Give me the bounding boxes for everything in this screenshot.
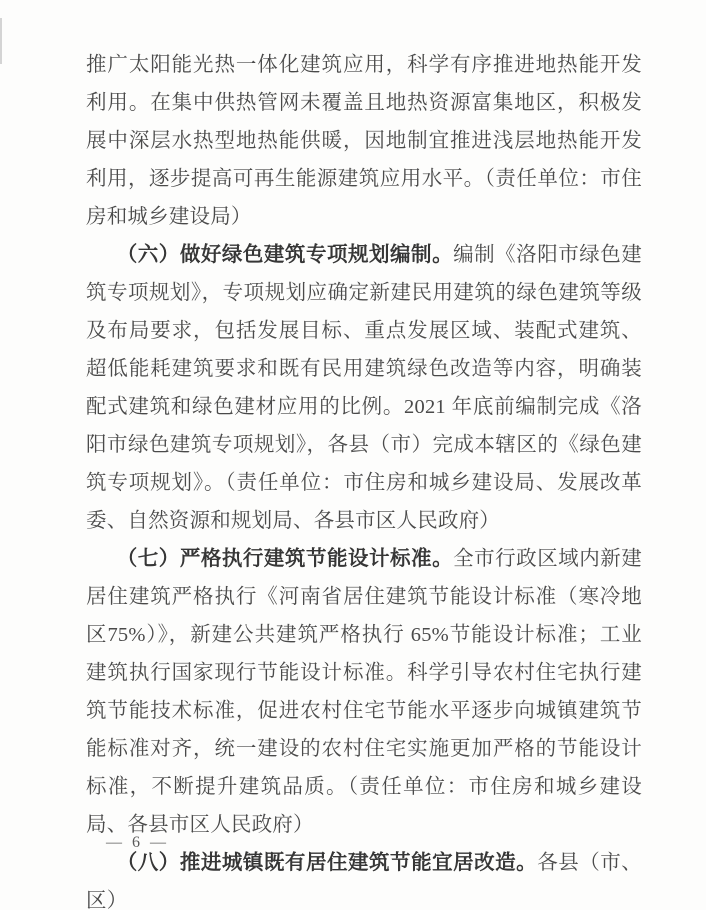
paragraph-renewable-energy-continuation bbox=[86, 46, 642, 236]
paragraph-lead: （八）推进城镇既有居住建筑节能宜居改造。 bbox=[116, 852, 538, 874]
page-number: — 6 — bbox=[106, 834, 169, 851]
document-body bbox=[86, 46, 642, 910]
scan-edge-artifact bbox=[0, 18, 2, 64]
paragraph-section-6-green-building-planning bbox=[86, 236, 642, 540]
paragraph-text: 全市行政区域内新建居住建筑严格执行《河南省居住建筑节能设计标准（寒冷地区75%）》，新建公共建筑严格执行 65%节能设计标准；工业建筑执行国家现行节能设计标准。科学引导农村住宅执行建筑节能技术标准，促进农村住宅节能水平逐步向城镇建筑节能标准对齐，统一建设的农村住宅实施更加严格的节能设计标准，不断提升建筑品质。（责任单位：市住房和城乡建设局、各县市区人民政府） bbox=[86, 548, 642, 836]
paragraph-lead: （六）做好绿色建筑专项规划编制。 bbox=[116, 244, 454, 266]
paragraph-text: 推广太阳能光热一体化建筑应用，科学有序推进地热能开发利用。在集中供热管网未覆盖且地热资源富集地区，积极发展中深层水热型地热能供暖，因地制宜推进浅层地热能开发利用，逐步提高可再生能源建筑应用水平。（责任单位：市住房和城乡建设局） bbox=[86, 54, 642, 228]
paragraph-text: 各县（市、区） bbox=[86, 852, 643, 910]
paragraph-section-7-energy-saving-standards bbox=[86, 540, 642, 844]
paragraph-lead: （七）严格执行建筑节能设计标准。 bbox=[116, 548, 454, 570]
paragraph-section-8-residential-retrofit bbox=[86, 844, 642, 910]
paragraph-text: 编制《洛阳市绿色建筑专项规划》，专项规划应确定新建民用建筑的绿色建筑等级及布局要求，包括发展目标、重点发展区域、装配式建筑、超低能耗建筑要求和既有民用建筑绿色改造等内容，明确装配式建筑和绿色建材应用的比例。2021 年底前编制完成《洛阳市绿色建筑专项规划》，各县（市）完成本辖区的《绿色建筑专项规划》。（责任单位：市住房和城乡建设局、发展改革委、自然资源和规划局、各县市区人民政府） bbox=[86, 244, 642, 532]
